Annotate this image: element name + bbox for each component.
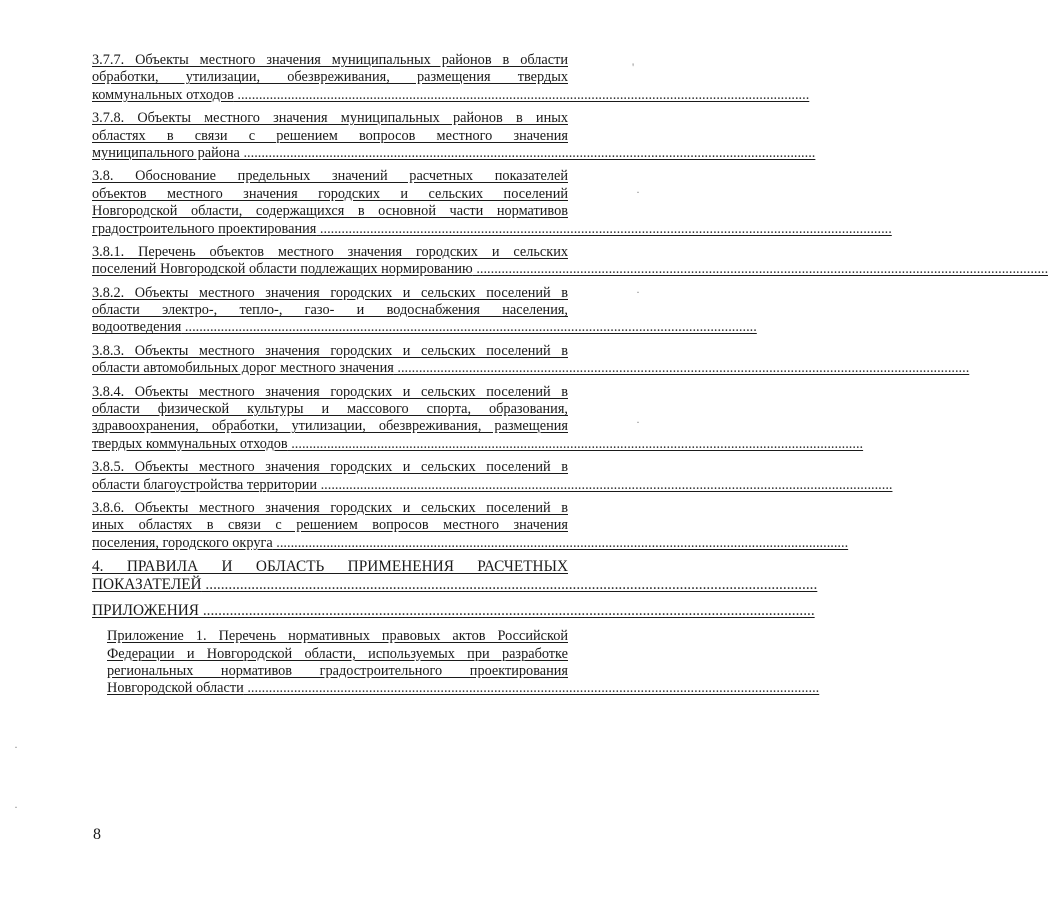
toc-line: иных областях в связи с решением вопросов местного значения <box>92 517 568 534</box>
toc-line: обработки, утилизации, обезвреживания, размещения твердых <box>92 69 568 86</box>
toc-line <box>92 360 970 377</box>
toc-line <box>92 144 816 162</box>
toc-line-text: Новгородской области <box>107 680 244 697</box>
toc-line <box>107 680 820 697</box>
toc-entry-appendix-1[interactable] <box>107 628 820 698</box>
page-number: 8 <box>93 826 101 843</box>
toc-line: региональных нормативов градостроительного проектирования <box>107 662 568 679</box>
toc-line: 3.8. Обоснование предельных значений расчетных показателей <box>92 168 568 185</box>
scan-edge-mark: · <box>636 185 640 199</box>
dot-leader: ................................................................................................................................................................ <box>316 220 892 237</box>
toc-entry-3-8-2[interactable] <box>92 284 757 337</box>
toc-line <box>92 534 849 552</box>
dot-leader: ................................................................................................................................................................ <box>199 602 815 620</box>
toc-line: объектов местного значения городских и сельских поселений <box>92 185 568 202</box>
toc-line: области физической культуры и массового спорта, образования, <box>92 401 568 418</box>
toc-line-text: муниципального района <box>92 144 240 161</box>
dot-leader: ................................................................................................................................................................ <box>201 576 818 594</box>
toc-line: Новгородской области, содержащихся в основной части нормативов <box>92 203 568 220</box>
toc-line <box>92 220 892 238</box>
toc-entry-3-8-1[interactable] <box>92 243 1048 279</box>
scan-edge-mark: ' <box>632 60 635 74</box>
toc-line <box>92 86 810 104</box>
toc-line <box>92 435 864 453</box>
toc-line <box>92 476 893 494</box>
toc-entry-3-8-6[interactable] <box>92 499 849 552</box>
dot-leader: ................................................................................................................................................................ <box>317 476 893 493</box>
toc-line: 3.8.3. Объекты местного значения городских и сельских поселений в <box>92 342 568 359</box>
toc-entry-appendices[interactable] <box>92 602 815 620</box>
toc-line: Приложение 1. Перечень нормативных правовых актов Российской <box>107 628 568 645</box>
toc-line <box>92 602 815 620</box>
toc-line: Федерации и Новгородской области, используемых при разработке <box>107 645 568 662</box>
toc-line-text: водоотведения <box>92 319 182 336</box>
toc-entry-3-8[interactable] <box>92 168 892 238</box>
toc-line: 3.8.1. Перечень объектов местного значения городских и сельских <box>92 243 568 260</box>
toc-line <box>92 319 757 336</box>
toc-line: 3.8.4. Объекты местного значения городских и сельских поселений в <box>92 383 568 400</box>
toc-line: 3.8.6. Объекты местного значения городских и сельских поселений в <box>92 499 568 516</box>
toc-line-text: ПОКАЗАТЕЛЕЙ <box>92 576 202 594</box>
toc-line <box>92 576 818 594</box>
toc-line-text: поселения, городского округа <box>92 534 273 551</box>
toc-entry-section-4[interactable] <box>92 558 818 594</box>
scan-edge-mark: · <box>14 740 18 754</box>
table-of-contents <box>92 52 1048 704</box>
toc-line-text: области благоустройства территории <box>92 476 318 493</box>
dot-leader: ................................................................................................................................................................ <box>287 435 864 452</box>
toc-line: 3.8.5. Объекты местного значения городских и сельских поселений в <box>92 459 568 476</box>
toc-entry-3-8-4[interactable] <box>92 383 864 454</box>
toc-line: 4. ПРАВИЛА И ОБЛАСТЬ ПРИМЕНЕНИЯ РАСЧЕТНЫХ <box>92 558 568 576</box>
dot-leader: ................................................................................................................................................................ <box>233 86 810 103</box>
toc-line: здравоохранения, обработки, утилизации, обезвреживания, размещения <box>92 418 568 435</box>
toc-line-text: твердых коммунальных отходов <box>92 435 288 452</box>
toc-line-text: области автомобильных дорог местного значения <box>92 360 394 377</box>
toc-entry-3-8-3[interactable] <box>92 342 970 378</box>
toc-line-text: поселений Новгородской области подлежащих нормированию <box>92 261 473 278</box>
scan-edge-mark: · <box>636 285 640 299</box>
toc-line: 3.8.2. Объекты местного значения городских и сельских поселений в <box>92 284 568 301</box>
toc-entry-3-7-8[interactable] <box>92 110 816 162</box>
dot-leader: ................................................................................................................................................................ <box>243 680 820 697</box>
dot-leader: ................................................................................................................................................................ <box>472 261 1048 278</box>
toc-line-text: ПРИЛОЖЕНИЯ <box>92 602 199 620</box>
scan-edge-mark: · <box>636 415 640 429</box>
toc-entry-3-7-7[interactable] <box>92 52 810 104</box>
toc-line: областях в связи с решением вопросов местного значения <box>92 127 568 144</box>
dot-leader: ................................................................................................................................................................ <box>239 144 816 161</box>
dot-leader: ................................................................................................................................................................ <box>181 319 757 336</box>
toc-line: области электро-, тепло-, газо- и водоснабжения населения, <box>92 302 568 319</box>
toc-line: 3.7.8. Объекты местного значения муниципальных районов в иных <box>92 110 568 127</box>
toc-line: 3.7.7. Объекты местного значения муниципальных районов в области <box>92 52 568 68</box>
toc-line-text: градостроительного проектирования <box>92 220 317 237</box>
toc-line-text: коммунальных отходов <box>92 86 234 103</box>
dot-leader: ................................................................................................................................................................ <box>272 534 849 551</box>
toc-line <box>92 261 1048 278</box>
toc-entry-3-8-5[interactable] <box>92 459 893 494</box>
scan-edge-mark: · <box>14 800 18 814</box>
dot-leader: ................................................................................................................................................................ <box>393 360 970 377</box>
